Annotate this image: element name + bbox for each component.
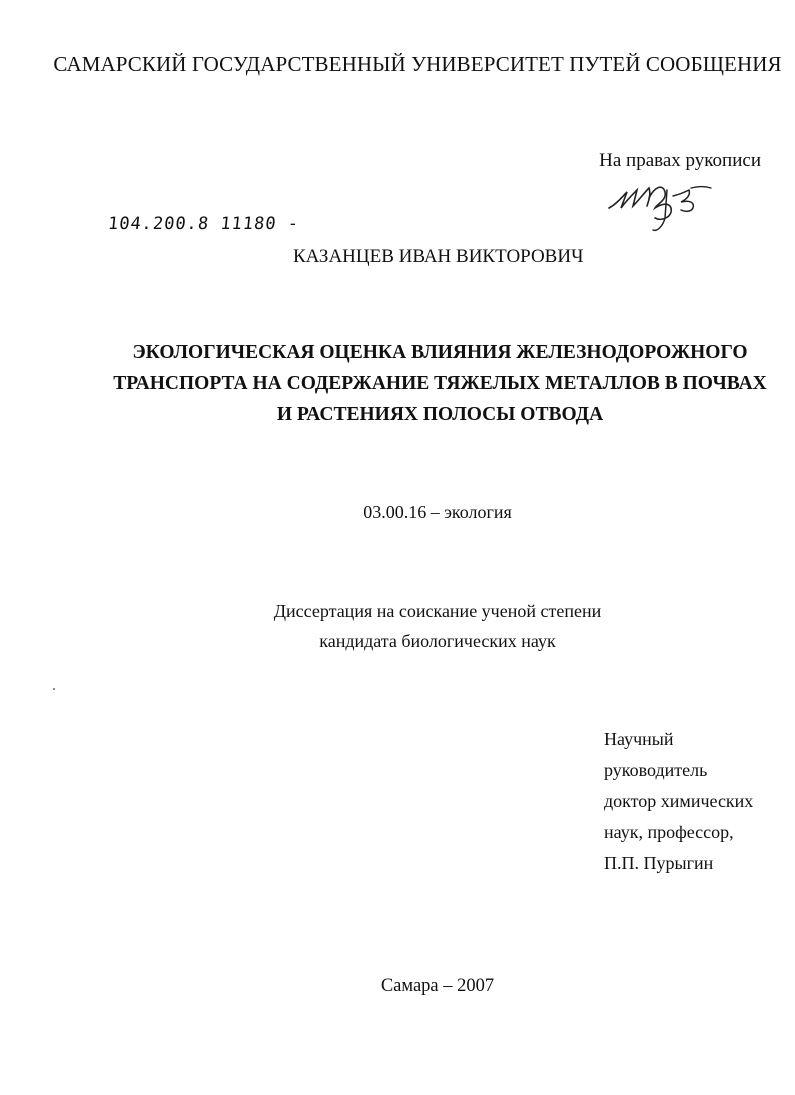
title-line: ЭКОЛОГИЧЕСКАЯ ОЦЕНКА ВЛИЯНИЯ ЖЕЛЕЗНОДОРОЖНОГО (132, 342, 748, 363)
degree-statement (0, 596, 795, 656)
advisor-line: наук, профессор, (604, 822, 734, 842)
advisor-line: П.П. Пурыгин (604, 853, 714, 873)
specialty-code: 03.00.16 – экология (363, 502, 512, 522)
rights-notice: На правах рукописи (599, 150, 761, 171)
advisor-line: доктор химических (604, 791, 754, 811)
title-line: И РАСТЕНИЯХ ПОЛОСЫ ОТВОДА (276, 404, 604, 425)
university-name: САМАРСКИЙ ГОСУДАРСТВЕННЫЙ УНИВЕРСИТЕТ ПУТЕЙ СООБЩЕНИЯ (53, 52, 782, 76)
degree-line: Диссертация на соискание ученой степени (273, 601, 602, 621)
title-line: ТРАНСПОРТА НА СОДЕРЖАНИЕ ТЯЖЕЛЫХ МЕТАЛЛОВ В ПОЧВАХ (113, 373, 767, 394)
dissertation-title (60, 337, 795, 430)
archive-number-stamp: 104.200.8 11180 - (106, 214, 301, 234)
advisor-line: Научный (604, 729, 674, 749)
degree-line: кандидата биологических наук (319, 631, 556, 651)
scientific-advisor (604, 724, 753, 879)
author-name: КАЗАНЦЕВ ИВАН ВИКТОРОВИЧ (293, 246, 584, 267)
scan-speck (53, 688, 55, 690)
city-year: Самара – 2007 (380, 976, 495, 996)
handwritten-signature (605, 178, 715, 236)
advisor-line: руководитель (604, 760, 708, 780)
